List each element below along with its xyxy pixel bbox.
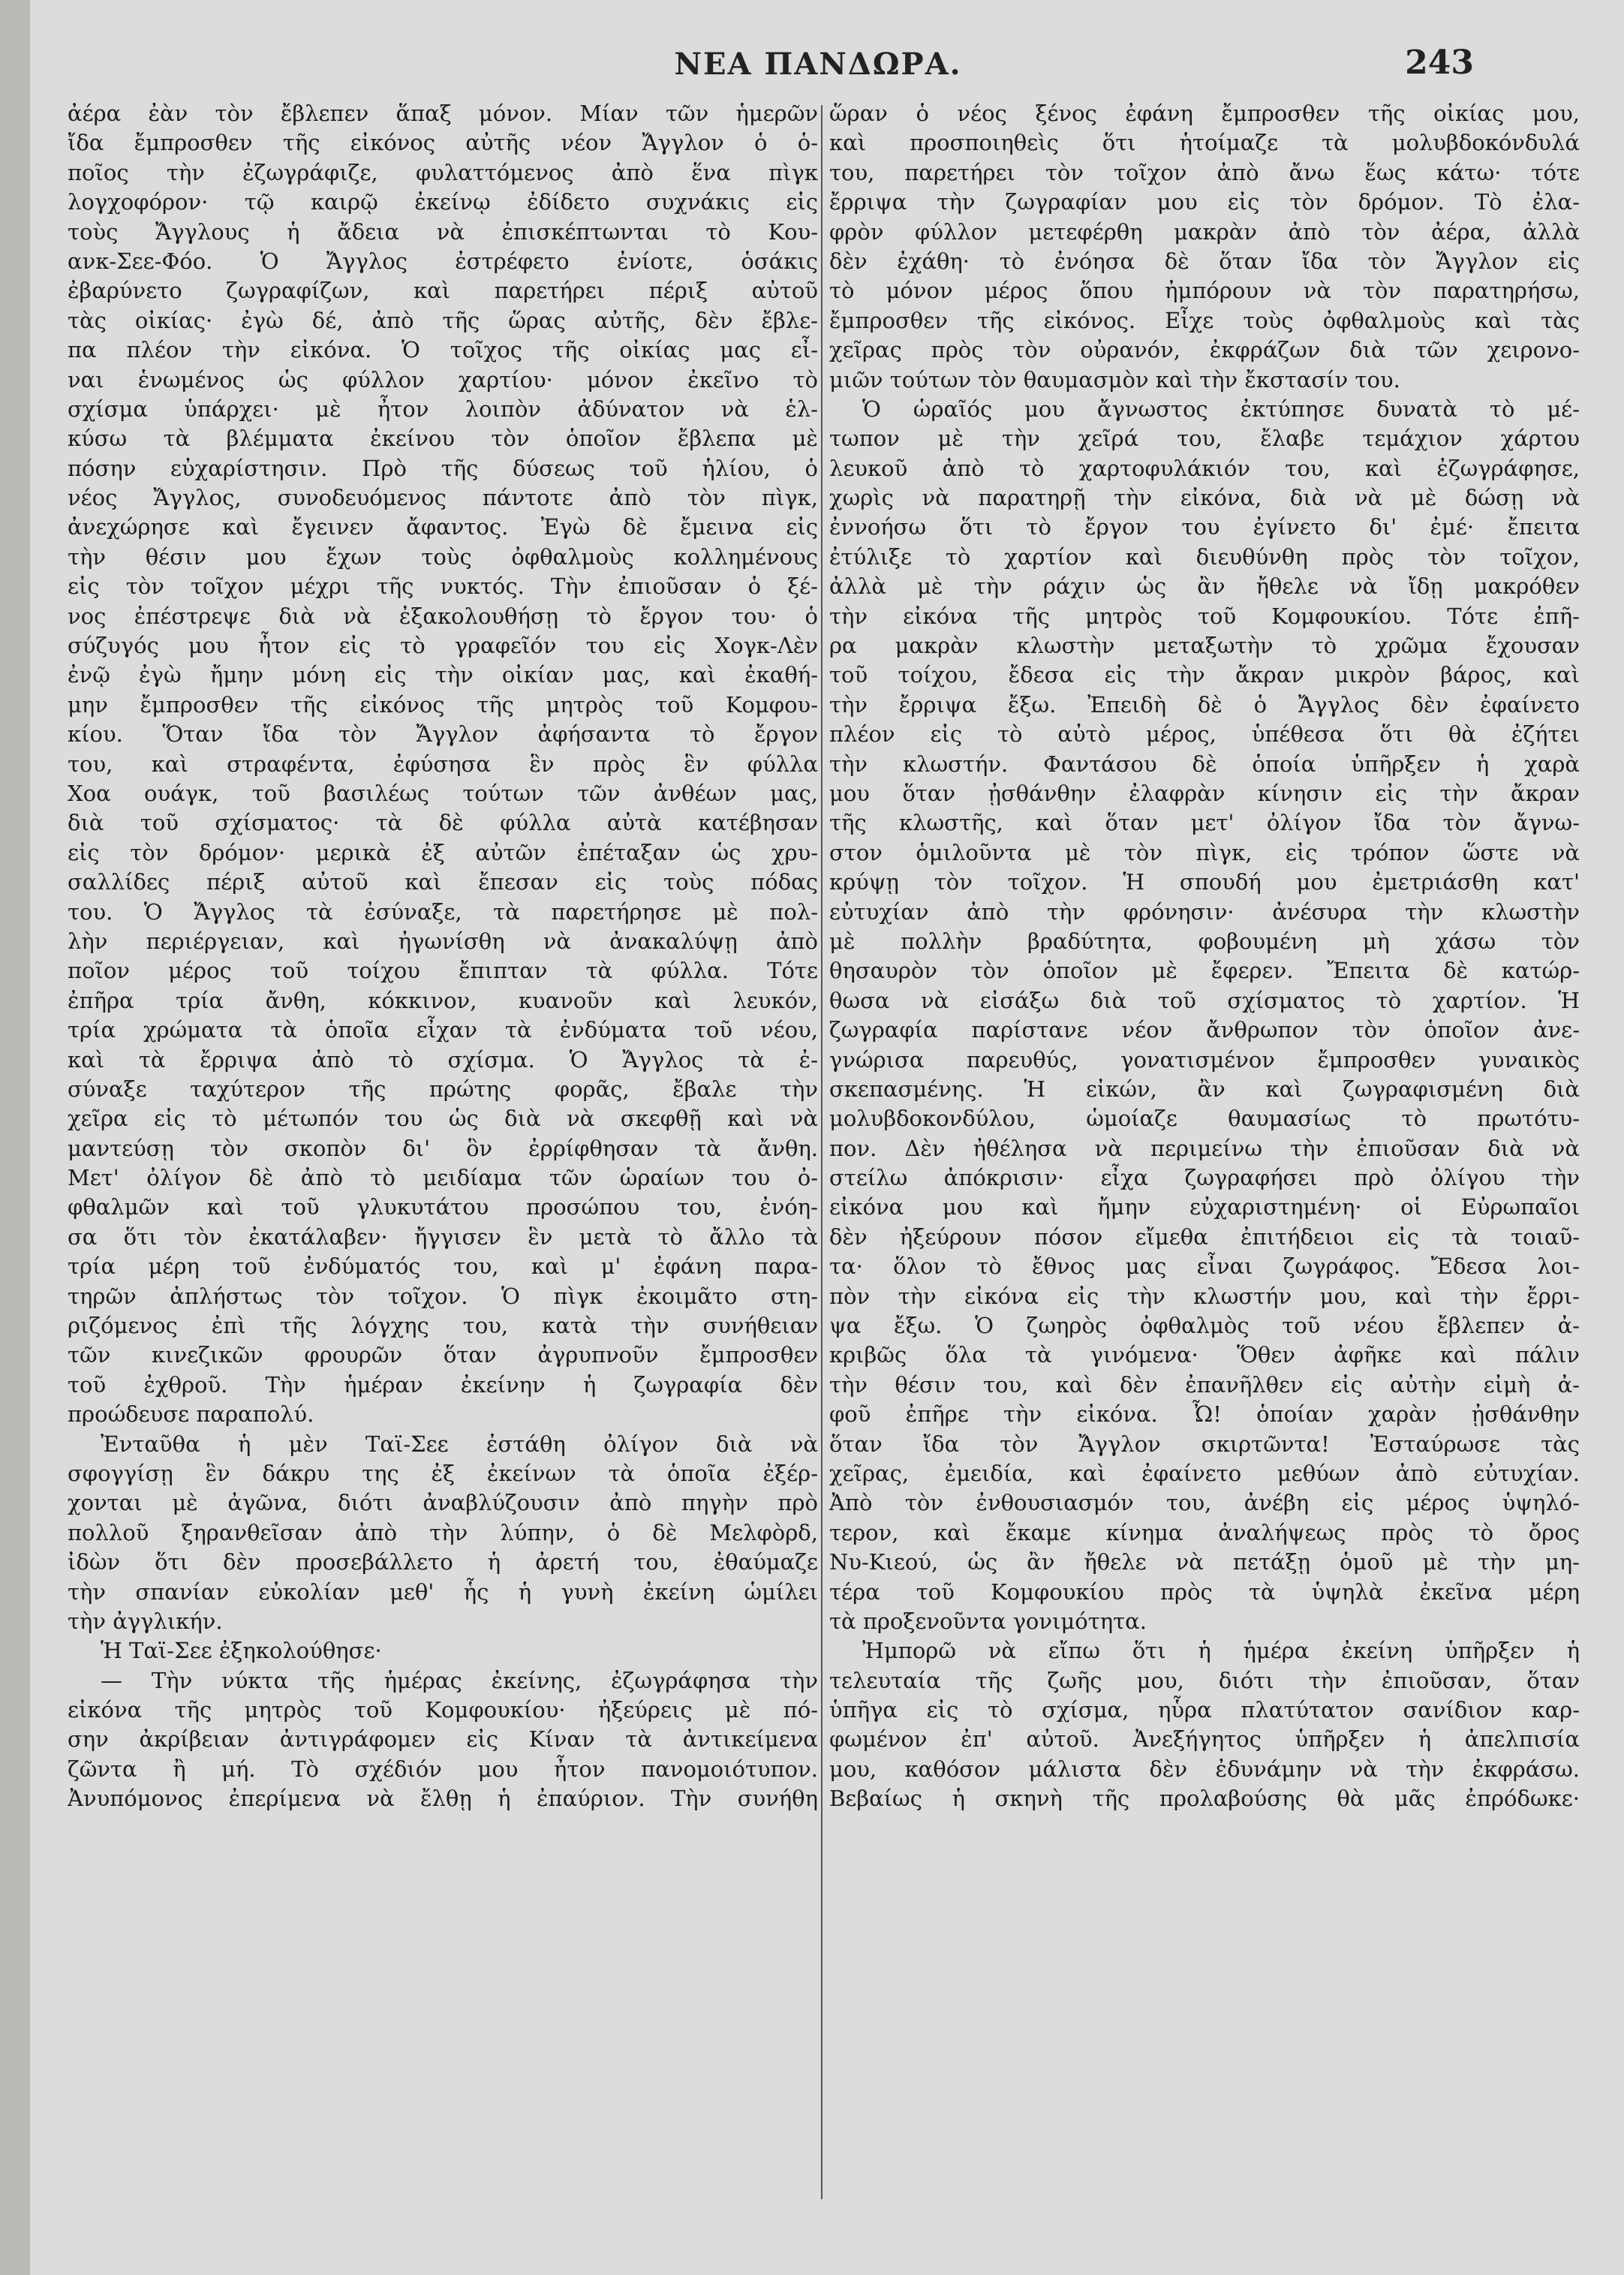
text-line: σφογγίσῃ ἓν δάκρυ της ἐξ ἐκείνων τὰ ὁποῖα ἐξέρ- — [68, 1460, 818, 1486]
text-line: θησαυρὸν τὸν ὁποῖον μὲ ἔφερεν. Ἔπειτα δὲ κατώρ- — [829, 958, 1580, 984]
text-line: φοῦ ἐπῆρε τὴν εἰκόνα. Ὦ! ὁποίαν χαρὰν ᾐσθάνθην — [829, 1401, 1580, 1428]
left-column — [68, 99, 818, 2261]
text-line: ρα μακρὰν κλωστὴν μεταξωτὴν τὸ χρῶμα ἔχουσαν — [829, 633, 1580, 659]
text-line: καὶ προσποιηθεὶς ὅτι ἡτοίμαζε τὰ μολυβδοκόνδυλά — [829, 130, 1580, 156]
text-line: Ἡ Ταϊ-Σεε ἐξηκολούθησε· — [101, 1638, 382, 1664]
text-line: εἰκόνα τῆς μητρὸς τοῦ Κομφουκίου· ἠξεύρεις μὲ πό- — [68, 1697, 818, 1723]
binding-edge — [0, 0, 30, 2275]
text-line: σκεπασμένης. Ἡ εἰκών, ἂν καὶ ζωγραφισμένη διὰ — [829, 1076, 1580, 1102]
text-line: ναι ἑνωμένος ὡς φύλλον χαρτίου· μόνον ἐκεῖνο τὸ — [68, 366, 818, 393]
text-line: εἰς τὸν τοῖχον μέχρι τῆς νυκτός. Τὴν ἐπιοῦσαν ὁ ξέ- — [68, 573, 818, 600]
text-line: Ἐνταῦθα ἡ μὲν Ταϊ-Σεε ἐστάθη ὀλίγον διὰ νὰ — [101, 1431, 818, 1457]
text-line: Ἀνυπόμονος ἐπερίμενα νὰ ἔλθῃ ἡ ἐπαύριον. Τὴν συνήθη — [68, 1786, 818, 1812]
text-line: διὰ τοῦ σχίσματος· τὰ δὲ φύλλα αὐτὰ κατέβησαν — [68, 810, 818, 836]
text-line: ὥραν ὁ νέος ξένος ἐφάνη ἔμπροσθεν τῆς οἰκίας μου, — [829, 101, 1580, 126]
text-line: φρὸν φύλλον μετεφέρθη μακρὰν ἀπὸ τὸν ἀέρα, ἀλλὰ — [829, 218, 1580, 245]
text-line: πόσην εὐχαρίστησιν. Πρὸ τῆς δύσεως τοῦ ἡλίου, ὁ — [68, 455, 818, 481]
text-line: ποῖον μέρος τοῦ τοίχου ἔπιπταν τὰ φύλλα. Τότε — [68, 958, 818, 984]
text-line: τὴν θέσιν μου ἔχων τοὺς ὀφθαλμοὺς κολλημένους — [68, 543, 818, 570]
text-line: κρύψῃ τὸν τοῖχον. Ἡ σπουδή μου ἐμετριάσθη κατ' — [829, 869, 1580, 895]
text-line: χονται μὲ ἀγῶνα, διότι ἀναβλύζουσιν ἀπὸ πηγὴν πρὸ — [68, 1490, 818, 1516]
text-line: πολλοῦ ξηρανθεῖσαν ἀπὸ τὴν λύπην, ὁ δὲ Μελφὸρδ, — [68, 1519, 818, 1545]
text-line: τερον, καὶ ἔκαμε κίνημα ἀναλήψεως πρὸς τὸ ὄρος — [829, 1519, 1580, 1545]
text-line: εὐτυχίαν ἀπὸ τὴν φρόνησιν· ἀνέσυρα τὴν κλωστὴν — [829, 898, 1580, 925]
column-rule — [821, 105, 823, 2199]
text-line: κίου. Ὅταν ἴδα τὸν Ἄγγλον ἀφήσαντα τὸ ἔργον — [68, 721, 818, 748]
text-line: τηρῶν ἀπλήστως τὸν τοῖχον. Ὁ πὶγκ ἐκοιμᾶτο στη- — [68, 1283, 818, 1309]
text-line: τὴν σπανίαν εὐκολίαν μεθ' ἧς ἡ γυνὴ ἐκείνη ὡμίλει — [68, 1578, 818, 1605]
text-line: εἰκόνα μου καὶ ἤμην εὐχαριστημένη· οἱ Εὐρωπαῖοι — [829, 1194, 1580, 1220]
text-line: σα ὅτι τὸν ἐκατάλαβεν· ἤγγισεν ἓν μετὰ τὸ ἄλλο τὰ — [68, 1223, 818, 1250]
text-line: χεῖρας, ἐμειδία, καὶ ἐφαίνετο μεθύων ἀπὸ εὐτυχίαν. — [829, 1460, 1580, 1486]
text-line: Νυ-Κιεού, ὡς ἂν ἤθελε νὰ πετάξῃ ὁμοῦ μὲ τὴν μη- — [829, 1549, 1580, 1575]
text-line: τὴν κλωστήν. Φαντάσου δὲ ὁποία ὑπῆρξεν ἡ χαρὰ — [829, 751, 1580, 777]
text-line: προώδευσε παραπολύ. — [68, 1401, 314, 1428]
text-line: σαλλίδες πέριξ αὐτοῦ καὶ ἔπεσαν εἰς τοὺς πόδας — [68, 869, 818, 895]
text-line: μου ὅταν ᾐσθάνθην ἐλαφρὰν κίνησιν εἰς τὴν ἄκραν — [829, 780, 1580, 806]
text-line: κύσω τὰ βλέμματα ἐκείνου τὸν ὁποῖον ἔβλεπα μὲ — [68, 426, 818, 452]
text-line: τοῦ ἐχθροῦ. Τὴν ἡμέραν ἐκείνην ἡ ζωγραφία δὲν — [68, 1371, 818, 1398]
text-line: Ἀπὸ τὸν ἐνθουσιασμόν του, ἀνέβη εἰς μέρος ὑψηλό- — [829, 1490, 1580, 1516]
text-line: πλέον εἰς τὸ αὐτὸ μέρος, ὑπέθεσα ὅτι θὰ ἐζήτει — [829, 721, 1580, 748]
text-line: χεῖρας πρὸς τὸν οὐρανόν, ἐκφράζων διὰ τῶν χειρονο- — [829, 337, 1580, 363]
text-line: ἰδὼν ὅτι δὲν προσεβάλλετο ἡ ἀρετή του, ἐθαύμαζε — [68, 1549, 818, 1575]
text-line: ποῖος τὴν ἐζωγράφιζε, φυλαττόμενος ἀπὸ ἕνα πὶγκ — [68, 159, 818, 185]
text-line: τοὺς Ἄγγλους ἡ ἄδεια νὰ ἐπισκέπτωνται τὸ Κου- — [68, 218, 818, 245]
text-line: τὸ μόνον μέρος ὅπου ἠμπόρουν νὰ τὸν παρατηρήσω, — [829, 278, 1580, 304]
text-line: του. Ὁ Ἄγγλος τὰ ἐσύναξε, τὰ παρετήρησε μὲ πολ- — [68, 898, 818, 925]
text-line: ἔμπροσθεν τῆς εἰκόνος. Εἶχε τοὺς ὀφθαλμοὺς καὶ τὰς — [829, 307, 1580, 333]
text-line: ἀνεχώρησε καὶ ἔγεινεν ἄφαντος. Ἐγὼ δὲ ἔμεινα εἰς — [68, 514, 818, 540]
text-line: σχίσμα ὑπάρχει· μὲ ἦτον λοιπὸν ἀδύνατον νὰ ἑλ- — [68, 396, 818, 422]
text-line: λὴν περιέργειαν, καὶ ἠγωνίσθη νὰ ἀνακαλύψῃ ἀπὸ — [68, 928, 818, 954]
text-line: τέρα τοῦ Κομφουκίου πρὸς τὰ ὑψηλὰ ἐκεῖνα μέρη — [829, 1578, 1580, 1605]
text-line: μην ἔμπροσθεν τῆς εἰκόνος τῆς μητρὸς τοῦ Κομφου- — [68, 691, 818, 718]
text-line: χωρὶς νὰ παρατηρῇ τὴν εἰκόνα, διὰ νὰ μὲ δώσῃ νὰ — [829, 485, 1580, 511]
text-line: ανκ-Σεε-Φόο. Ὁ Ἄγγλος ἐστρέφετο ἐνίοτε, ὁσάκις — [68, 248, 818, 274]
text-line: γνώρισα παρευθύς, γονατισμένον ἔμπροσθεν γυναικὸς — [829, 1046, 1580, 1073]
text-line: σύζυγός μου ἦτον εἰς τὸ γραφεῖόν του εἰς Χογκ-Λὲν — [68, 633, 818, 659]
text-line: πὸν τὴν εἰκόνα εἰς τὴν κλωστήν μου, καὶ τὴν ἔρρι- — [829, 1283, 1580, 1309]
text-line: μου, καθόσον μάλιστα δὲν ἐδυνάμην νὰ τὴν ἐκφράσω. — [829, 1756, 1580, 1782]
text-line: λευκοῦ ἀπὸ τὸ χαρτοφυλάκιόν του, καὶ ἐζωγράφησε, — [829, 455, 1580, 481]
text-line: φωμένον ἐπ' αὐτοῦ. Ἀνεξήγητος ὑπῆρξεν ἡ ἀπελπισία — [829, 1726, 1580, 1753]
text-line: τρία μέρη τοῦ ἐνδύματός του, καὶ μ' ἐφάνη παρα- — [68, 1253, 818, 1280]
text-line: μολυβδοκονδύλου, ὡμοίαζε θαυμασίως τὸ πρωτότυ- — [829, 1106, 1580, 1132]
text-line: — Τὴν νύκτα τῆς ἡμέρας ἐκείνης, ἐζωγράφησα τὴν — [101, 1667, 818, 1693]
text-line: ἐνῷ ἐγὼ ἤμην μόνη εἰς τὴν οἰκίαν μας, καὶ ἐκαθή- — [68, 662, 818, 688]
right-column — [829, 99, 1580, 2261]
text-line: τὴν ἔρριψα ἔξω. Ἐπειδὴ δὲ ὁ Ἄγγλος δὲν ἐφαίνετο — [829, 691, 1580, 718]
text-line: νος ἐπέστρεψε διὰ νὰ ἐξακολουθήσῃ τὸ ἔργον του· ὁ — [68, 603, 818, 629]
text-line: ζῶντα ἢ μή. Τὸ σχέδιόν μου ἦτον πανομοιότυπον. — [68, 1756, 818, 1782]
text-line: Ὁ ὡραῖός μου ἄγνωστος ἐκτύπησε δυνατὰ τὸ μέ- — [862, 396, 1580, 422]
text-line: πα πλέον τὴν εἰκόνα. Ὁ τοῖχος τῆς οἰκίας μας εἶ- — [68, 337, 818, 363]
text-line: ἔρριψα τὴν ζωγραφίαν μου εἰς τὸν δρόμον. Τὸ ἐλα- — [829, 189, 1580, 215]
text-line: Μετ' ὀλίγον δὲ ἀπὸ τὸ μειδίαμα τῶν ὡραίων του ὀ- — [68, 1165, 818, 1191]
text-line: δὲν ἐχάθη· τὸ ἐνόησα δὲ ὅταν ἴδα τὸν Ἄγγλον εἰς — [829, 248, 1580, 274]
text-line: σύναξε ταχύτερον τῆς πρώτης φορᾶς, ἔβαλε τὴν — [68, 1076, 818, 1102]
text-line: τοῦ τοίχου, ἔδεσα εἰς τὴν ἄκραν μικρὸν βάρος, καὶ — [829, 662, 1580, 688]
text-line: ἐπῆρα τρία ἄνθη, κόκκινον, κυανοῦν καὶ λευκόν, — [68, 987, 818, 1013]
text-line: ἴδα ἔμπροσθεν τῆς εἰκόνος αὐτῆς νέον Ἄγγλον ὁ ὁ- — [68, 130, 818, 156]
page-number: 243 — [1405, 44, 1474, 82]
text-line: ἀλλὰ μὲ τὴν ράχιν ὡς ἂν ἤθελε νὰ ἴδῃ μακρόθεν — [829, 573, 1580, 600]
text-line: ὑπῆγα εἰς τὸ σχίσμα, ηὗρα πλατύτατον σανίδιον καρ- — [829, 1697, 1580, 1723]
text-line: Βεβαίως ἡ σκηνὴ τῆς προλαβούσης θὰ μᾶς ἐπρόδωκε· — [829, 1786, 1580, 1812]
text-line: εἰς τὸν δρόμον· μερικὰ ἐξ αὐτῶν ἐπέταξαν ὡς χρυ- — [68, 839, 818, 865]
text-line: ἐβαρύνετο ζωγραφίζων, καὶ παρετήρει πέριξ αὐτοῦ — [68, 278, 818, 304]
text-line: τὴν ἀγγλικήν. — [68, 1608, 223, 1634]
text-line: του, καὶ στραφέντα, ἐφύσησα ἓν πρὸς ἓν φύλλα — [68, 751, 818, 777]
text-line: θωσα νὰ εἰσάξω διὰ τοῦ σχίσματος τὸ χαρτίον. Ἡ — [829, 987, 1580, 1013]
text-line: ριζόμενος ἐπὶ τῆς λόγχης του, κατὰ τὴν συνήθειαν — [68, 1313, 818, 1339]
text-line: σην ἀκρίβειαν ἀντιγράφομεν εἰς Κίναν τὰ ἀντικείμενα — [68, 1726, 818, 1753]
text-line: δὲν ἠξεύρουν πόσον εἴμεθα ἐπιτήδειοι εἰς τὰ τοιαῦ- — [829, 1223, 1580, 1250]
text-line: του, παρετήρει τὸν τοῖχον ἀπὸ ἄνω ἕως κάτω· τότε — [829, 159, 1580, 185]
running-title: ΝΕΑ ΠΑΝΔΩΡΑ. — [674, 47, 962, 82]
text-line: μαντεύσῃ τὸν σκοπὸν δι' ὃν ἐρρίφθησαν τὰ ἄνθη. — [68, 1135, 818, 1161]
text-line: κριβῶς ὅλα τὰ γινόμενα· Ὅθεν ἀφῆκε καὶ πάλιν — [829, 1342, 1580, 1368]
text-line: τῶν κινεζικῶν φρουρῶν ὅταν ἀγρυπνοῦν ἔμπροσθεν — [68, 1342, 818, 1368]
text-line: Χοα ουάγκ, τοῦ βασιλέως τούτων τῶν ἀνθέων μας, — [68, 780, 818, 806]
text-line: τὴν εἰκόνα τῆς μητρὸς τοῦ Κομφουκίου. Τότε ἐπῆ- — [829, 603, 1580, 629]
text-line: ψα ἔξω. Ὁ ζωηρὸς ὀφθαλμὸς τοῦ νέου ἔβλεπεν ἀ- — [829, 1313, 1580, 1339]
text-line: λογχοφόρον· τῷ καιρῷ ἐκείνῳ ἐδίδετο συχνάκις εἰς — [68, 189, 818, 215]
text-line: στείλω ἀπόκρισιν· εἶχα ζωγραφήσει πρὸ ὀλίγου τὴν — [829, 1165, 1580, 1191]
text-line: τὴν θέσιν του, καὶ δὲν ἐπανῆλθεν εἰς αὐτὴν εἰμὴ ἀ- — [829, 1371, 1580, 1398]
text-line: Ἠμπορῶ νὰ εἴπω ὅτι ἡ ἡμέρα ἐκείνη ὑπῆρξεν ἡ — [862, 1638, 1580, 1664]
text-line: τελευταία τῆς ζωῆς μου, διότι τὴν ἐπιοῦσαν, ὅταν — [829, 1667, 1580, 1693]
text-line: ἀέρα ἐὰν τὸν ἔβλεπεν ἅπαξ μόνον. Μίαν τῶν ἡμερῶν — [68, 101, 818, 126]
text-line: ὅταν ἴδα τὸν Ἄγγλον σκιρτῶντα! Ἐσταύρωσε τὰς — [829, 1431, 1580, 1457]
text-line: τρία χρώματα τὰ ὁποῖα εἶχαν τὰ ἐνδύματα τοῦ νέου, — [68, 1017, 818, 1043]
text-line: τὰς οἰκίας· ἐγὼ δέ, ἀπὸ τῆς ὥρας αὐτῆς, δὲν ἔβλε- — [68, 307, 818, 333]
text-line: χεῖρα εἰς τὸ μέτωπόν του ὡς διὰ νὰ σκεφθῇ καὶ νὰ — [68, 1106, 818, 1132]
text-line: πον. Δὲν ἠθέλησα νὰ περιμείνω τὴν ἐπιοῦσαν διὰ νὰ — [829, 1135, 1580, 1161]
text-line: τωπον μὲ τὴν χεῖρά του, ἔλαβε τεμάχιον χάρτου — [829, 426, 1580, 452]
text-line: τὰ προξενοῦντα γονιμότητα. — [829, 1608, 1147, 1634]
text-line: μιῶν τούτων τὸν θαυμασμὸν καὶ τὴν ἔκστασίν του. — [829, 366, 1400, 393]
text-line: καὶ τὰ ἔρριψα ἀπὸ τὸ σχίσμα. Ὁ Ἄγγλος τὰ ἐ- — [68, 1046, 818, 1073]
text-line: μὲ πολλὴν βραδύτητα, φοβουμένη μὴ χάσω τὸν — [829, 928, 1580, 954]
text-line: ζωγραφία παρίστανε νέον ἄνθρωπον τὸν ὁποῖον ἀνε- — [829, 1017, 1580, 1043]
text-line: στον ὁμιλοῦντα μὲ τὸν πὶγκ, εἰς τρόπον ὥστε νὰ — [829, 839, 1580, 865]
text-line: νέος Ἄγγλος, συνοδευόμενος πάντοτε ἀπὸ τὸν πὶγκ, — [68, 485, 818, 511]
text-line: τῆς κλωστῆς, καὶ ὅταν μετ' ὀλίγον ἴδα τὸν ἄγνω- — [829, 810, 1580, 836]
text-line: τα· ὅλον τὸ ἔθνος μας εἶναι ζωγράφος. Ἔδεσα λοι- — [829, 1253, 1580, 1280]
text-line: ἐννοήσω ὅτι τὸ ἔργον του ἐγίνετο δι' ἐμέ· ἔπειτα — [829, 514, 1580, 540]
text-line: ἐτύλιξε τὸ χαρτίον καὶ διευθύνθη πρὸς τὸν τοῖχον, — [829, 543, 1580, 570]
text-line: φθαλμῶν καὶ τοῦ γλυκυτάτου προσώπου του, ἐνόη- — [68, 1194, 818, 1220]
